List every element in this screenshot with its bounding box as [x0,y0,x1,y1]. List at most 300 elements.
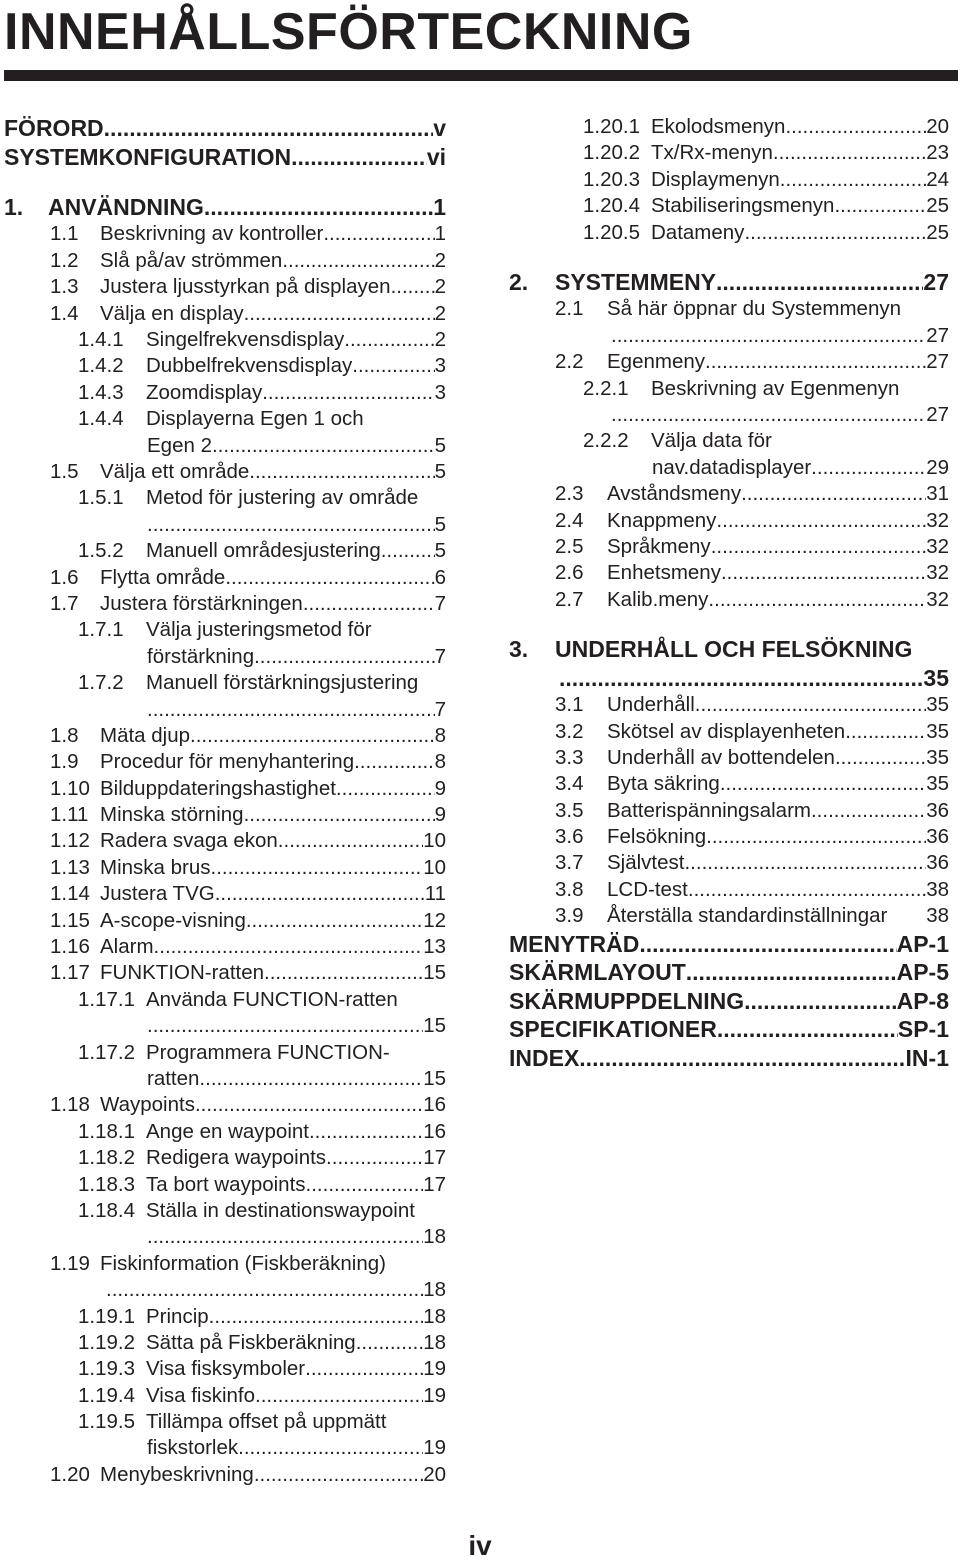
toc-entry-number: 1.19.1 [78,1304,135,1328]
toc-entry[interactable] [509,1015,949,1044]
toc-entry-number: 1.4.4 [78,407,124,431]
dot-leader [381,538,435,564]
toc-entry-page: 2 [434,328,446,352]
dot-leader [639,930,896,959]
toc-entry[interactable] [509,958,949,987]
toc-entry[interactable] [509,987,949,1016]
dot-leader [705,349,926,375]
toc-entry[interactable] [509,771,949,797]
toc-entry-page: 23 [926,141,949,165]
toc-entry[interactable] [4,406,446,432]
dot-leader [744,220,926,246]
toc-entry[interactable] [4,881,446,907]
toc-entry-number: 1.7.2 [78,671,124,695]
toc-entry-title: SYSTEMKONFIGURATION [4,143,292,170]
dot-leader [721,560,926,586]
toc-entry-title: INDEX [509,1044,580,1071]
toc-entry[interactable] [4,828,446,854]
toc-entry-title: Minska brus [100,855,211,879]
toc-entry-title: ANVÄNDNING [48,194,204,220]
toc-entry-page: 5 [434,433,446,457]
toc-entry-number: 3.3 [555,745,584,769]
toc-entry-title: Fiskinformation (Fiskberäkning) [100,1251,386,1275]
toc-entry-title: Välja justeringsmetod för [146,618,372,642]
toc-entry-number: 3.6 [555,825,584,849]
title-rule [4,70,958,81]
toc-entry[interactable] [4,1145,446,1171]
toc-entry-title: Återställa standardinställningar [607,904,888,928]
toc-entry-page: 32 [926,508,949,532]
dot-leader [264,960,423,986]
toc-entry-title: Ekolodsmenyn [651,114,786,138]
dot-leader [195,1092,423,1118]
toc-entry[interactable] [509,114,949,140]
toc-entry[interactable] [4,274,446,300]
toc-entry[interactable] [4,1013,446,1039]
toc-entry-number: 2.3 [555,482,584,506]
toc-entry-title: Justera förstärkningen [100,591,303,615]
toc-entry-number: 1.5.2 [78,539,124,563]
toc-entry-page: AP-8 [896,987,949,1014]
toc-entry[interactable] [509,587,949,613]
toc-entry-page: 24 [926,167,949,191]
toc-entry-page: 36 [926,798,949,822]
toc-entry-page: 9 [434,803,446,827]
toc-entry[interactable] [509,402,949,428]
toc-entry-number: 1.18.4 [78,1198,135,1222]
toc-entry[interactable] [4,1330,446,1356]
dot-leader [711,534,927,560]
dot-leader [845,719,926,745]
toc-entry[interactable] [4,1277,446,1303]
toc-entry-number: 1.4.2 [78,354,124,378]
toc-entry-title: Ta bort waypoints [146,1172,306,1196]
toc-entry-number: 1. [4,194,24,220]
toc-entry-page: 38 [926,877,949,901]
toc-entry-title: Bilduppdateringshastighet [100,776,336,800]
dot-leader [147,512,435,538]
toc-entry[interactable] [4,1251,446,1277]
toc-entry[interactable] [509,428,949,454]
toc-entry-title: Visa fiskinfo [146,1383,256,1407]
toc-entry[interactable] [4,538,446,564]
toc-entry-number: 1.19.5 [78,1410,135,1434]
dot-leader [611,323,926,349]
dot-leader [211,855,424,881]
dot-leader [303,591,435,617]
toc-entry[interactable] [509,719,949,745]
toc-column-right [509,114,949,1072]
dot-leader [254,1462,423,1488]
toc-entry[interactable] [509,560,949,586]
toc-entry-title: Tillämpa offset på uppmätt [146,1410,387,1434]
toc-entry-title: Felsökning [607,825,707,849]
toc-entry-number: 2.6 [555,561,584,585]
toc-entry-title: Underhåll av bottendelen [607,745,835,769]
toc-entry-number: 1.20.2 [583,141,640,165]
toc-entry[interactable] [4,1304,446,1330]
dot-leader [147,1013,423,1039]
toc-entry-page: 7 [434,697,446,721]
toc-entry[interactable] [4,1435,446,1461]
dot-leader [305,1356,423,1382]
toc-entry-title: Zoomdisplay [146,380,263,404]
toc-entry[interactable] [509,1044,949,1073]
toc-entry[interactable] [509,692,949,718]
toc-entry-title: Programmera FUNCTION- [146,1040,390,1064]
toc-entry-number: 3.1 [555,693,584,717]
dot-leader [695,692,926,718]
toc-entry-number: 1.17.1 [78,987,135,1011]
toc-entry-number: 1.18 [50,1093,90,1117]
toc-entry-page: 1 [434,222,446,246]
toc-entry-page: 16 [423,1119,446,1143]
toc-entry-number: 1.18.1 [78,1119,135,1143]
dot-leader [326,1145,423,1171]
toc-entry[interactable] [4,193,446,222]
dot-leader [291,143,427,172]
toc-entry-title: förstärkning [147,644,255,668]
toc-entry[interactable] [4,301,446,327]
toc-entry-number: 1.18.3 [78,1172,135,1196]
toc-entry-title: Sätta på Fiskberäkning [146,1330,356,1354]
dot-leader [344,327,434,353]
dot-leader [708,587,926,613]
toc-entry-page: 5 [434,539,446,563]
toc-entry-title: Egenmeny [607,350,706,374]
toc-entry-title: UNDERHÅLL OCH FELSÖKNING [555,636,913,663]
toc-entry[interactable] [509,349,949,375]
toc-entry[interactable] [4,987,446,1013]
toc-entry-page: 19 [423,1436,446,1460]
toc-entry[interactable] [4,855,446,881]
toc-entry-page: 27 [926,323,949,347]
toc-entry-page: 36 [926,825,949,849]
dot-leader [199,1066,423,1092]
toc-entry[interactable] [4,908,446,934]
dot-leader [106,1277,423,1303]
toc-entry-page: 15 [423,1014,446,1038]
toc-entry[interactable] [509,508,949,534]
dot-leader [147,1224,423,1250]
toc-entry-number: 3.9 [555,904,584,928]
toc-entry[interactable] [4,670,446,696]
dot-leader [579,1044,905,1073]
toc-entry-number: 3.4 [555,772,584,796]
toc-entry-number: 1.5.1 [78,486,124,510]
toc-entry-number: 1.16 [50,935,90,959]
dot-leader [244,802,435,828]
dot-leader [238,1435,423,1461]
dot-leader [204,193,433,222]
toc-entry[interactable] [509,193,949,219]
dot-leader [244,301,435,327]
toc-entry-page: 35 [926,719,949,743]
toc-entry-title: Waypoints [100,1093,195,1117]
toc-entry-page: 10 [423,855,446,879]
toc-entry-title: MENYTRÄD [509,930,640,957]
toc-entry-number: 1.20 [50,1462,90,1486]
toc-entry-title: Mäta djup [100,723,191,747]
toc-entry-title: Manuell förstärkningsjustering [146,671,419,695]
toc-entry[interactable] [4,1198,446,1224]
toc-entry[interactable] [509,167,949,193]
toc-entry-number: 1.1 [50,222,79,246]
toc-entry-page: 32 [926,587,949,611]
dot-leader [246,908,423,934]
toc-entry-page: 1 [433,194,446,220]
dot-leader [834,193,926,219]
dot-leader [255,1383,423,1409]
toc-entry[interactable] [4,565,446,591]
toc-entry-number: 1.7 [50,591,79,615]
dot-leader [391,274,435,300]
dot-leader [215,881,425,907]
dot-leader [741,481,926,507]
dot-leader [190,723,435,749]
toc-entry-title: FUNKTION-ratten [100,961,265,985]
toc-entry-title: SYSTEMMENY [555,268,717,295]
toc-entry[interactable] [4,617,446,643]
toc-entry-title: Redigera waypoints [146,1146,327,1170]
toc-entry[interactable] [509,323,949,349]
toc-entry-page: 5 [434,512,446,536]
dot-leader [716,268,923,297]
toc-entry-number: 1.4 [50,301,79,325]
toc-entry-title: Displayerna Egen 1 och [146,407,364,431]
toc-entry-number: 2.2.2 [583,429,629,453]
toc-entry[interactable] [4,591,446,617]
toc-entry[interactable] [4,1409,446,1435]
toc-entry-title: Enhetsmeny [607,561,721,585]
toc-entry-number: 1.19.4 [78,1383,135,1407]
toc-entry-page: 2 [434,248,446,272]
toc-entry[interactable] [509,296,949,322]
toc-entry-number: 1.17.2 [78,1040,135,1064]
toc-entry[interactable] [509,745,949,771]
toc-entry[interactable] [509,220,949,246]
toc-entry[interactable] [4,327,446,353]
dot-leader [684,850,926,876]
toc-entry-title: FÖRORD [4,115,104,141]
toc-entry-page: 8 [434,723,446,747]
toc-entry[interactable] [509,481,949,507]
toc-entry[interactable] [4,960,446,986]
toc-entry-page: IN-1 [905,1044,949,1071]
toc-entry[interactable] [4,380,446,406]
toc-entry-title: Metod för justering av område [146,486,419,510]
toc-entry-page: 9 [434,776,446,800]
toc-entry-title: Singelfrekvensdisplay [146,328,345,352]
toc-entry-page: 7 [434,591,446,615]
toc-entry-page: 18 [423,1330,446,1354]
toc-entry[interactable] [509,850,949,876]
toc-entry-number: 1.8 [50,723,79,747]
dot-leader [785,114,926,140]
toc-entry-title: Välja data för [651,429,772,453]
toc-entry[interactable] [509,930,949,959]
toc-entry-title: Stabiliseringsmenyn [651,194,835,218]
toc-entry[interactable] [4,1172,446,1198]
dot-leader [154,934,424,960]
dot-leader [773,140,926,166]
toc-entry-title: Radera svaga ekon [100,829,278,853]
toc-entry-number: 1.5 [50,460,79,483]
toc-entry[interactable] [4,1092,446,1118]
toc-entry[interactable] [509,268,949,297]
toc-entry[interactable] [4,248,446,274]
toc-entry[interactable] [509,635,949,664]
toc-entry-title: Minska störning [100,803,244,827]
toc-entry[interactable] [509,798,949,824]
dot-leader [780,167,926,193]
toc-entry[interactable] [4,802,446,828]
toc-entry-page: 12 [423,908,446,932]
toc-entry-page: 36 [926,851,949,875]
toc-entry-number: 1.10 [50,776,90,800]
toc-entry-title: Egen 2 [147,433,212,457]
toc-entry-page: AP-5 [896,959,949,986]
dot-leader [559,664,923,693]
dot-leader [720,771,926,797]
toc-entry-page: 27 [926,403,949,426]
dot-leader [688,877,926,903]
toc-entry-page: 35 [926,745,949,769]
toc-entry-number: 1.12 [50,829,90,853]
toc-entry[interactable] [4,1224,446,1250]
dot-leader [352,353,434,379]
toc-entry[interactable] [509,534,949,560]
toc-entry-title: Självtest [607,851,685,875]
toc-entry[interactable] [4,1383,446,1409]
toc-entry-number: 2.1 [555,297,584,321]
toc-entry-number: 1.20.4 [583,194,640,218]
toc-entry-number: 2.7 [555,587,584,611]
toc-entry-page: 35 [926,772,949,796]
toc-entry-number: 1.11 [50,803,89,827]
toc-entry-page: 3 [434,354,446,378]
toc-entry[interactable] [4,644,446,670]
dot-leader [209,1304,424,1330]
dot-leader [262,380,434,406]
toc-entry-title: Språkmeny [607,534,711,558]
toc-entry-page: 19 [423,1383,446,1407]
toc-entry-page: 5 [434,460,446,483]
toc-entry-title: Justera ljusstyrkan på displayen [100,275,391,299]
toc-entry[interactable] [4,512,446,538]
toc-entry[interactable] [4,485,446,511]
toc-entry-page: 18 [423,1304,446,1328]
toc-entry[interactable] [4,1462,446,1488]
toc-entry-number: 1.7.1 [78,618,124,642]
toc-entry-page: 6 [434,565,446,589]
toc-entry-page: 18 [423,1225,446,1249]
toc-column-left [4,114,446,1488]
toc-entry-page: 18 [423,1278,446,1302]
toc-entry-title: Beskrivning av Egenmenyn [651,376,900,400]
toc-entry-title: SKÄRMLAYOUT [509,959,686,986]
toc-entry-number: 1.20.3 [583,167,640,191]
toc-entry[interactable] [4,723,446,749]
dot-leader [282,248,434,274]
page-number: iv [468,1530,492,1561]
toc-entry-number: 1.20.1 [583,114,640,138]
toc-entry-number: 1.4.1 [78,328,124,352]
toc-entry-title: nav.datadisplayer [652,455,812,479]
toc-entry-title: Flytta område [100,565,226,589]
toc-entry-page: 29 [926,455,949,479]
toc-entry-title: Dubbelfrekvensdisplay [146,354,353,378]
toc-entry-page: 3 [434,380,446,404]
toc-entry-title: Menybeskrivning [100,1462,254,1486]
toc-entry[interactable] [509,877,949,903]
toc-entry-page: 20 [423,1462,446,1486]
toc-entry-page: 27 [926,350,949,374]
toc-entry-page: 7 [434,644,446,668]
toc-entry-number: 1.19.3 [78,1357,135,1381]
toc-entry[interactable] [4,459,446,485]
toc-entry-number: 1.15 [50,908,90,932]
toc-entry-page: SP-1 [897,1016,949,1043]
toc-entry-title: Beskrivning av kontroller [100,222,324,246]
toc-entry[interactable] [4,433,446,459]
toc-entry[interactable] [4,114,446,143]
toc-entry[interactable] [4,143,446,172]
toc-entry[interactable] [509,376,949,402]
dot-leader [278,828,423,854]
toc-entry[interactable] [4,749,446,775]
toc-entry[interactable] [4,934,446,960]
toc-entry-title: Välja en display [100,301,244,325]
dot-leader [356,1330,424,1356]
toc-entry-page: 35 [923,664,949,691]
toc-entry[interactable] [509,824,949,850]
toc-entry[interactable] [4,222,446,248]
toc-entry-number: 1.3 [50,275,79,299]
toc-entry-number: 1.20.5 [583,220,640,244]
dot-leader [147,697,435,723]
toc-entry[interactable] [4,776,446,802]
toc-entry-title: SPECIFIKATIONER [509,1016,717,1043]
toc-entry[interactable] [509,455,949,481]
toc-entry-page: 17 [423,1146,446,1170]
toc-entry[interactable] [509,664,949,693]
toc-entry[interactable] [4,1040,446,1066]
toc-entry-title: Så här öppnar du Systemmenyn [607,297,901,321]
toc-entry-number: 1.18.2 [78,1146,135,1170]
toc-entry-title: Kalib.meny [607,587,709,611]
toc-entry-title: Procedur för menyhantering [100,750,355,774]
toc-entry-page: 19 [423,1357,446,1381]
toc-entry[interactable] [4,1119,446,1145]
toc-entry-page: v [433,115,446,141]
toc-entry[interactable] [4,1356,446,1382]
toc-entry-page: 11 [424,882,446,906]
dot-leader [811,455,926,481]
toc-entry[interactable] [4,697,446,723]
toc-entry-number: 2.5 [555,534,584,558]
dot-leader [717,1015,898,1044]
toc-entry[interactable] [509,903,949,929]
dot-leader [686,958,897,987]
toc-entry-page: 15 [423,961,446,985]
toc-entry-number: 1.19.2 [78,1330,135,1354]
toc-entry[interactable] [4,1066,446,1092]
dot-leader [249,459,434,485]
toc-entry-page: 20 [926,114,949,138]
toc-entry[interactable] [509,140,949,166]
toc-entry[interactable] [4,353,446,379]
